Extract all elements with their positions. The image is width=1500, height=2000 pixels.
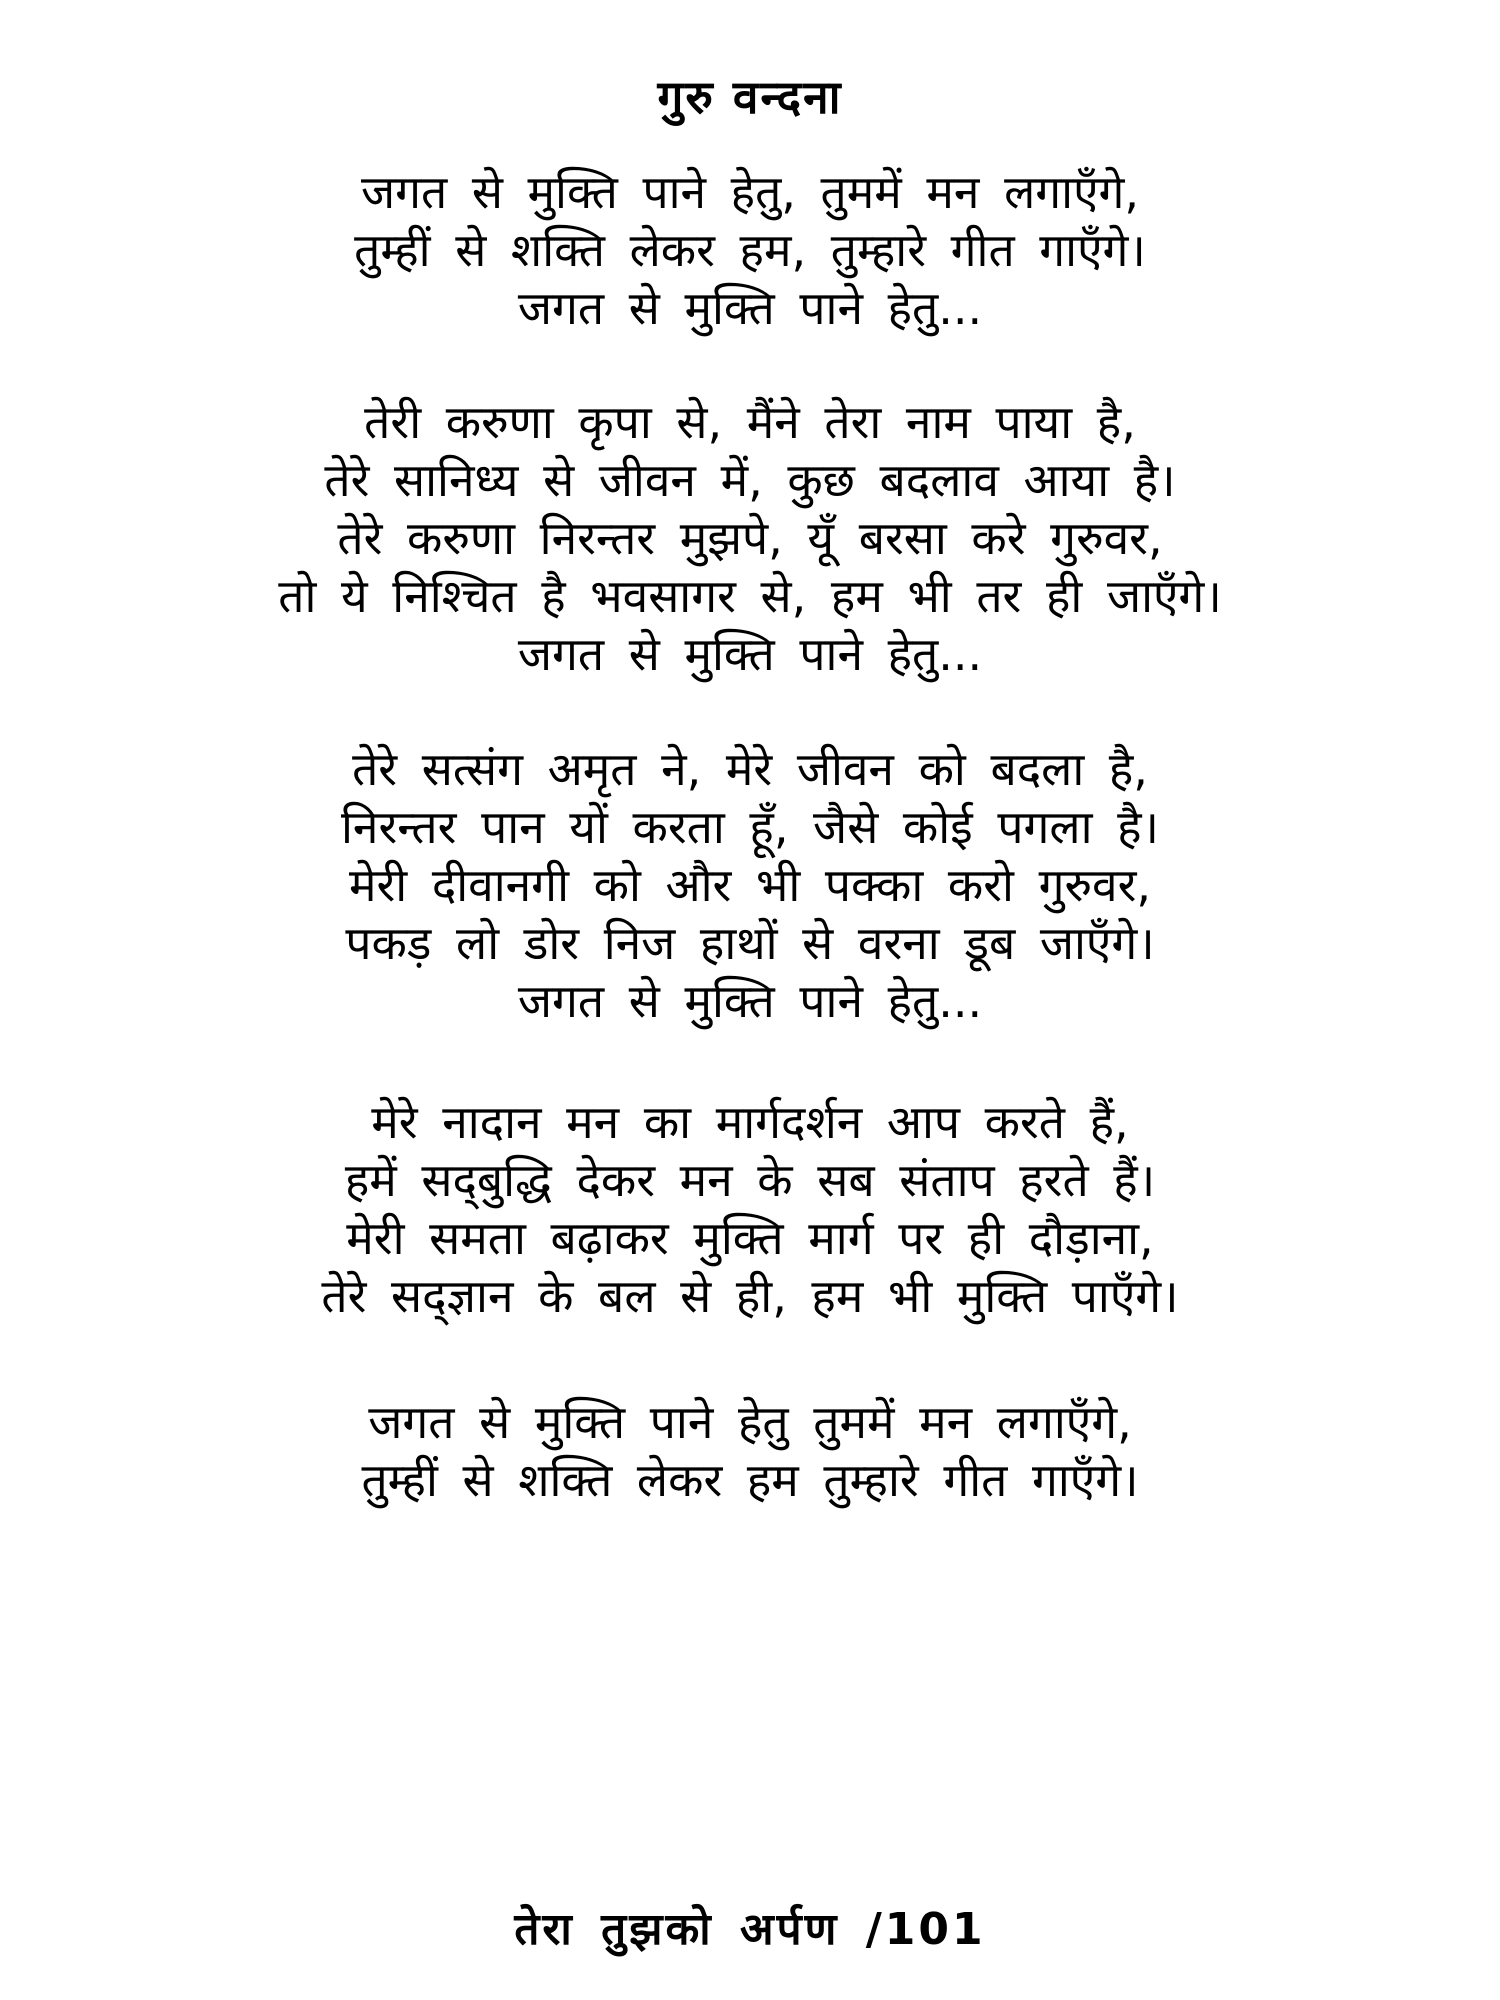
verse-line: जगत से मुक्ति पाने हेतु तुममें मन लगाएँगे,: [368, 1395, 1132, 1449]
stanza-1: [0, 163, 1500, 337]
verse-line: तुम्हीं से शक्ति लेकर हम तुम्हारे गीत गाएँगे।: [361, 1453, 1139, 1507]
verse-line: तेरे सानिध्य से जीवन में, कुछ बदलाव आया है।: [324, 453, 1176, 507]
page-title: गुरु वन्दना: [657, 70, 843, 124]
verse-line: हमें सद्‌बुद्धि देकर मन के सब संताप हरते हैं।: [344, 1153, 1156, 1207]
verse-line: तेरे करुणा निरन्तर मुझपे, यूँ बरसा करे गुरुवर,: [337, 511, 1163, 565]
stanza-4: [0, 1093, 1500, 1325]
verse-line: तेरे सद्ज्ञान के बल से ही, हम भी मुक्ति पाएँगे।: [321, 1269, 1179, 1323]
verse-line: निरन्तर पान यों करता हूँ, जैसे कोई पगला है।: [341, 800, 1159, 854]
verse-line: तुम्हीं से शक्ति लेकर हम, तुम्हारे गीत गाएँगे।: [354, 223, 1146, 277]
stanza-5: [0, 1393, 1500, 1509]
verse-line: मेरे नादान मन का मार्गदर्शन आप करते हैं,: [371, 1095, 1129, 1149]
refrain-line: जगत से मुक्ति पाने हेतु...: [517, 974, 983, 1028]
verse-line: तो ये निश्चित है भवसागर से, हम भी तर ही जाएँगे।: [278, 569, 1222, 623]
verse-line: तेरे सत्संग अमृत ने, मेरे जीवन को बदला है,: [352, 742, 1148, 796]
refrain-line: जगत से मुक्ति पाने हेतु...: [517, 627, 983, 681]
page-footer: तेरा तुझको अर्पण /101: [514, 1904, 986, 1955]
verse-line: जगत से मुक्ति पाने हेतु, तुममें मन लगाएँगे,: [360, 165, 1140, 219]
verse-line: तेरी करुणा कृपा से, मैंने तेरा नाम पाया है,: [364, 395, 1136, 449]
stanza-2: [0, 393, 1500, 683]
stanza-3: [0, 740, 1500, 1030]
refrain-line: जगत से मुक्ति पाने हेतु...: [517, 281, 983, 335]
verse-line: पकड़ लो डोर निज हाथों से वरना डूब जाएँगे।: [345, 916, 1155, 970]
verse-line: मेरी दीवानगी को और भी पक्का करो गुरुवर,: [348, 858, 1152, 912]
verse-line: मेरी समता बढ़ाकर मुक्ति मार्ग पर ही दौड़ाना,: [346, 1211, 1154, 1265]
